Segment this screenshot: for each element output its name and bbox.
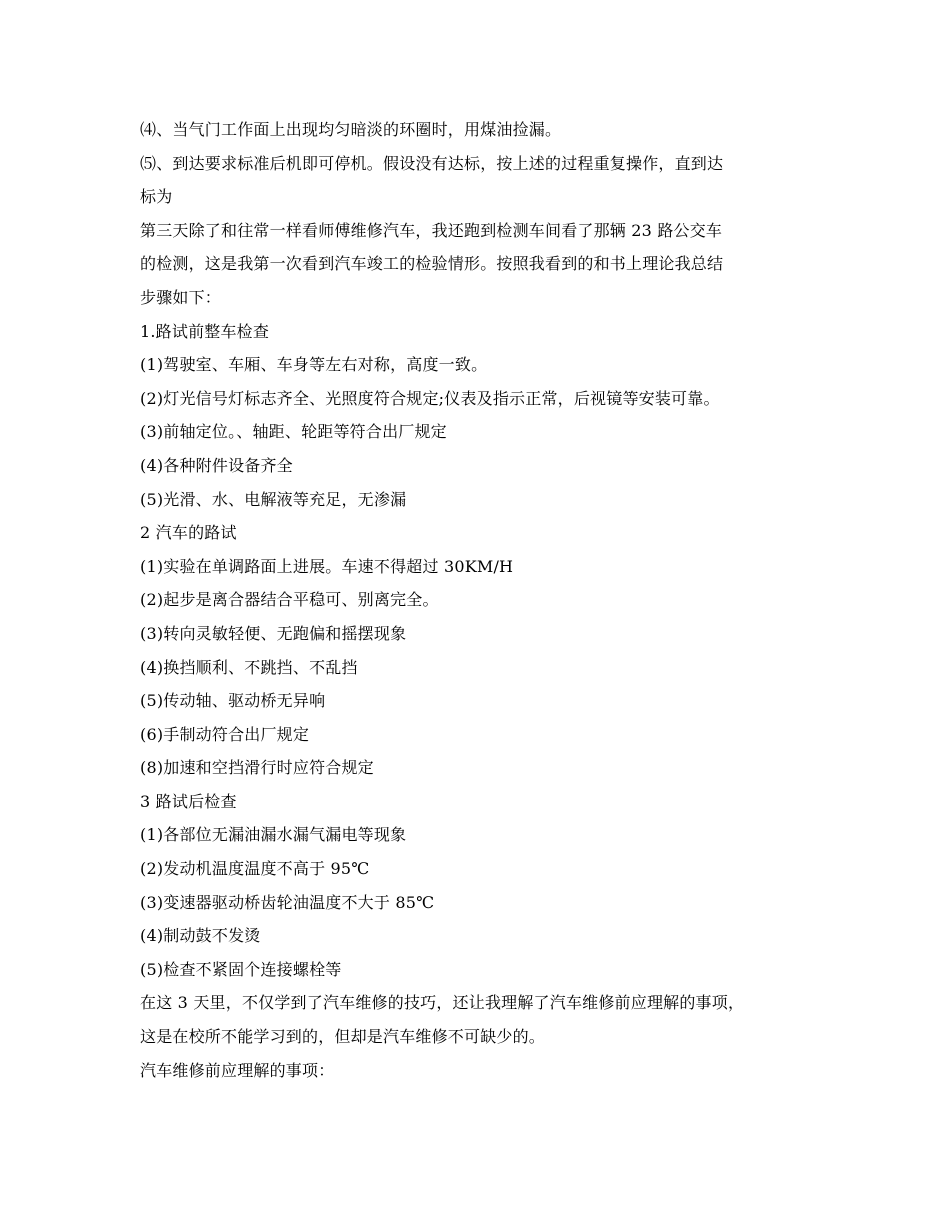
document-body — [140, 113, 830, 1087]
text-line: 这是在校所不能学习到的，但却是汽车维修不可缺少的。 — [140, 1027, 546, 1047]
list-item: (3)转向灵敏轻便、无跑偏和摇摆现象 — [140, 623, 407, 643]
list-item: (4)换挡顺利、不跳挡、不乱挡 — [140, 657, 358, 677]
list-item: (2)起步是离合器结合平稳可、别离完全。 — [140, 590, 439, 610]
text-line: 的检测，这是我第一次看到汽车竣工的检验情形。按照我看到的和书上理论我总结 — [140, 254, 724, 274]
section-heading: 3 路试后检查 — [140, 791, 237, 811]
list-item: (5)检查不紧固个连接螺栓等 — [140, 959, 342, 979]
text-line: 汽车维修前应理解的事项： — [140, 1060, 335, 1080]
text-line: ⑷、当气门工作面上出现均匀暗淡的环圈时，用煤油捡漏。 — [140, 120, 562, 139]
list-item: (2)灯光信号灯标志齐全、光照度符合规定;仪表及指示正常，后视镜等安装可靠。 — [140, 388, 720, 408]
section-heading: 2 汽车的路试 — [140, 523, 237, 543]
text-line: 在这 3 天里，不仅学到了汽车维修的技巧，还让我理解了汽车维修前应理解的事项， — [140, 993, 745, 1013]
list-item: (1)驾驶室、车厢、车身等左右对称，高度一致。 — [140, 355, 488, 375]
list-item: (2)发动机温度温度不高于 95℃ — [140, 859, 370, 879]
list-item: (6)手制动符合出厂规定 — [140, 724, 310, 744]
text-line: 第三天除了和往常一样看师傅维修汽车，我还跑到检测车间看了那辆 23 路公交车 — [140, 220, 723, 240]
list-item: (1)各部位无漏油漏水漏气漏电等现象 — [140, 825, 407, 845]
text-line: 标为 — [140, 187, 173, 207]
list-item: (4)各种附件设备齐全 — [140, 455, 293, 475]
list-item: (3)变速器驱动桥齿轮油温度不大于 85℃ — [140, 892, 435, 912]
section-heading: 1.路试前整车检查 — [140, 321, 270, 341]
list-item: (1)实验在单调路面上进展。车速不得超过 30KM/H — [140, 556, 514, 576]
list-item: (5)光滑、水、电解液等充足，无渗漏 — [140, 489, 407, 509]
text-line: 步骤如下： — [140, 287, 222, 307]
list-item: (4)制动鼓不发烫 — [140, 926, 261, 946]
list-item: (5)传动轴、驱动桥无异响 — [140, 691, 326, 711]
list-item: (8)加速和空挡滑行时应符合规定 — [140, 758, 374, 778]
text-line: ⑸、到达要求标准后机即可停机。假设没有达标，按上述的过程重复操作，直到达 — [140, 153, 724, 173]
list-item: (3)前轴定位。、轴距、轮距等符合出厂规定 — [140, 422, 447, 442]
